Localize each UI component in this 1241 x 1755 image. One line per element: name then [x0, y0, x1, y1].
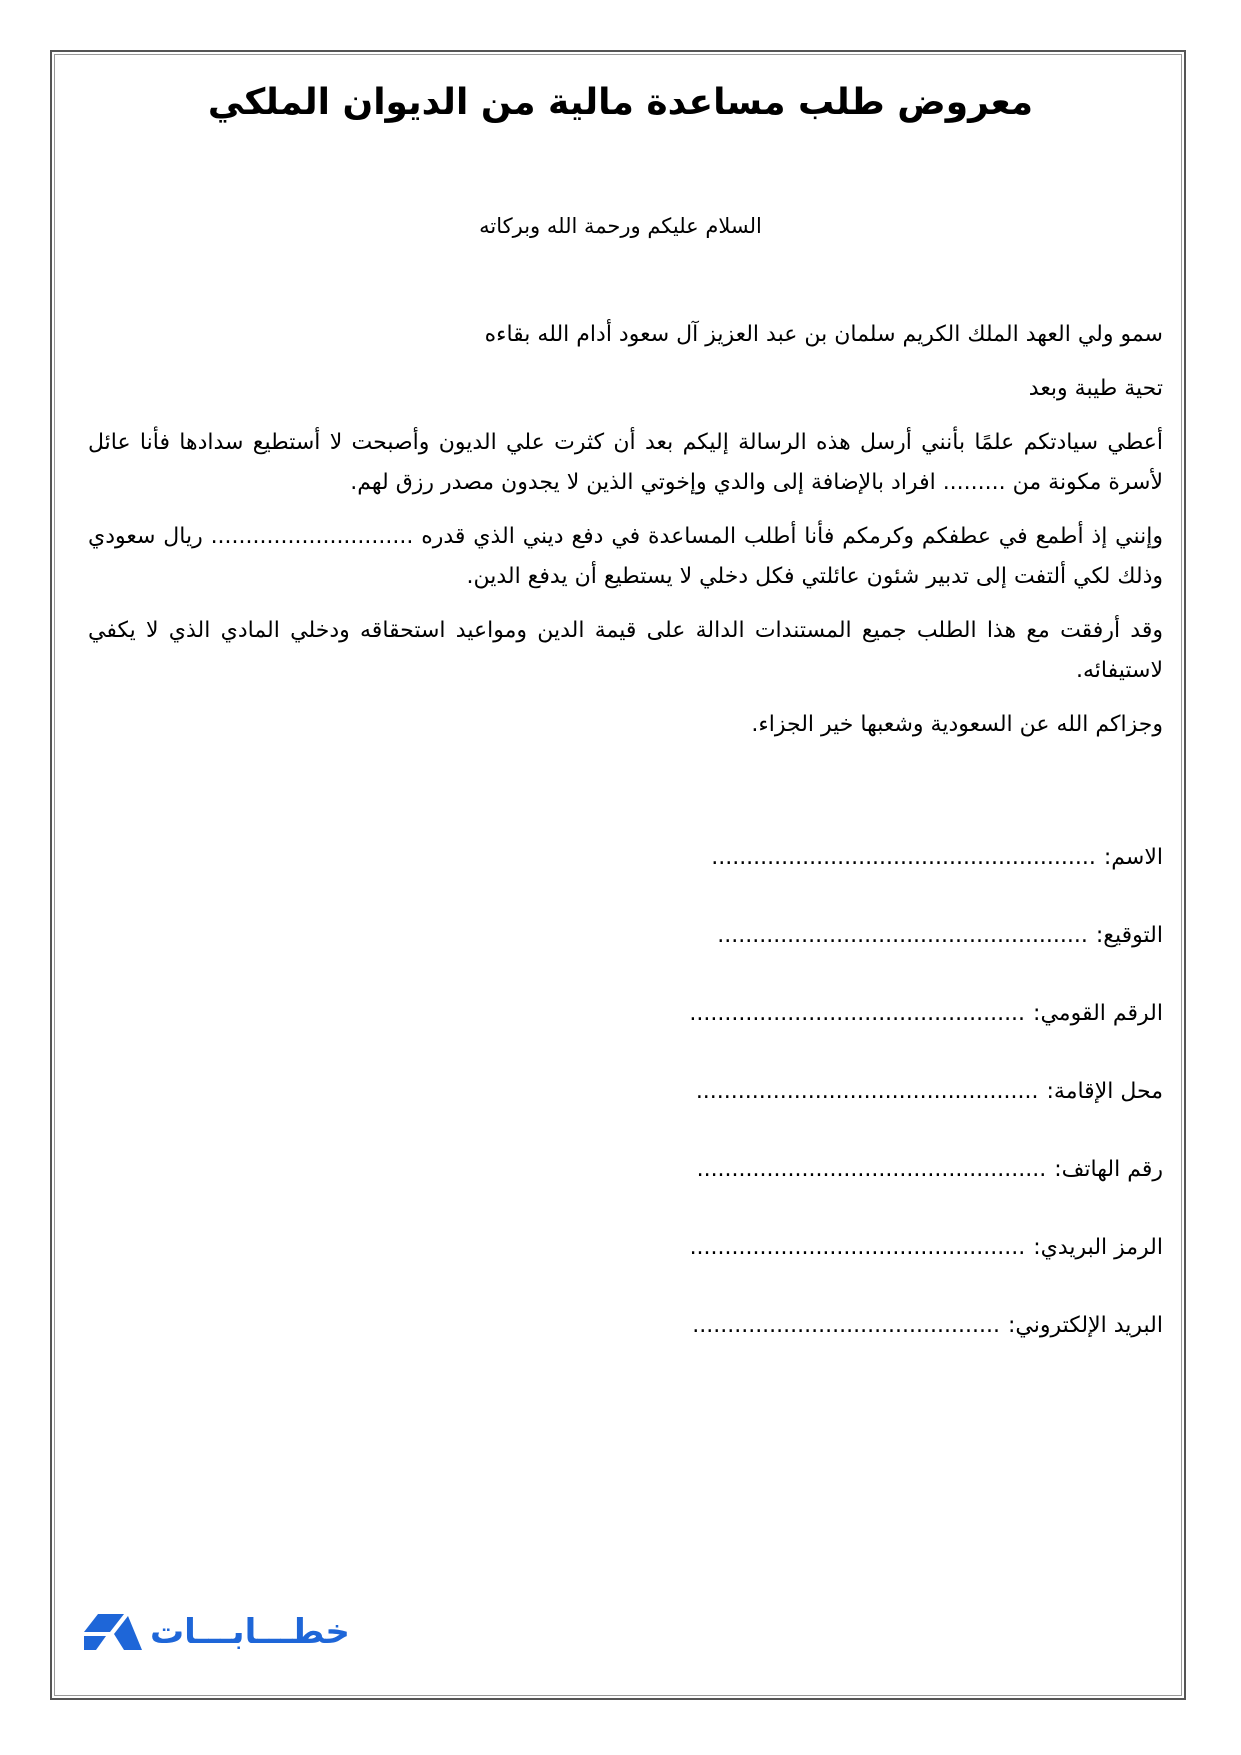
field-blank: ..................................................	[696, 1156, 1047, 1182]
greeting-line: السلام عليكم ورحمة الله وبركاته	[479, 214, 762, 238]
field-residence	[523, 1052, 1163, 1130]
field-blank: .....................................................	[717, 922, 1088, 948]
field-blank: .......................................................	[711, 844, 1096, 870]
field-label: الرقم القومي:	[1033, 1000, 1163, 1026]
letter-body	[88, 315, 1163, 759]
brand-logo-text: خطـــابـــات	[150, 1612, 350, 1652]
field-blank: .................................................	[695, 1078, 1039, 1104]
addressee-line: سمو ولي العهد الملك الكريم سلمان بن عبد العزيز آل سعود أدام الله بقاءه	[484, 322, 1163, 347]
field-blank: ............................................	[692, 1312, 1000, 1338]
document-title: معروض طلب مساعدة مالية من الديوان الملكي	[207, 82, 1034, 123]
field-label: الاسم:	[1103, 844, 1163, 870]
field-postal-code	[523, 1208, 1163, 1286]
field-phone	[523, 1130, 1163, 1208]
applicant-fields	[523, 818, 1163, 1364]
field-national-id	[523, 974, 1163, 1052]
field-email	[523, 1286, 1163, 1364]
field-signature	[523, 896, 1163, 974]
field-blank: ................................................	[689, 1000, 1026, 1026]
field-label: التوقيع:	[1095, 922, 1163, 948]
field-label: محل الإقامة:	[1046, 1078, 1163, 1104]
body-paragraph-request: وإنني إذ أطمع في عطفكم وكرمكم فأنا أطلب المساعدة في دفع ديني الذي قدره ............................. ريال سعودي وذلك لكي ألتفت إلى تدبير شئون عائلتي فكل دخلي لا يستطيع أن يدفع الدين.	[88, 524, 1163, 589]
brand-mark-icon	[84, 1612, 142, 1652]
closing-line: وجزاكم الله عن السعودية وشعبها خير الجزاء.	[751, 712, 1163, 737]
field-name	[523, 818, 1163, 896]
field-blank: ................................................	[689, 1234, 1026, 1260]
brand-logo	[84, 1612, 350, 1652]
field-label: رقم الهاتف:	[1054, 1156, 1163, 1182]
field-label: البريد الإلكتروني:	[1007, 1312, 1163, 1338]
salutation-line: تحية طيبة وبعد	[1028, 376, 1163, 401]
field-label: الرمز البريدي:	[1033, 1234, 1163, 1260]
body-paragraph-attachments: وقد أرفقت مع هذا الطلب جميع المستندات الدالة على قيمة الدين ومواعيد استحقاقه ودخلي المادي الذي لا يكفي لاستيفائه.	[88, 618, 1163, 683]
body-paragraph-debts: أعطي سيادتكم علمًا بأنني أرسل هذه الرسالة إليكم بعد أن كثرت علي الديون وأصبحت لا أستطيع سدادها فأنا عائل لأسرة مكونة من ......... افراد بالإضافة إلى والدي وإخوتي الذين لا يجدون مصدر رزق لهم.	[88, 430, 1163, 495]
